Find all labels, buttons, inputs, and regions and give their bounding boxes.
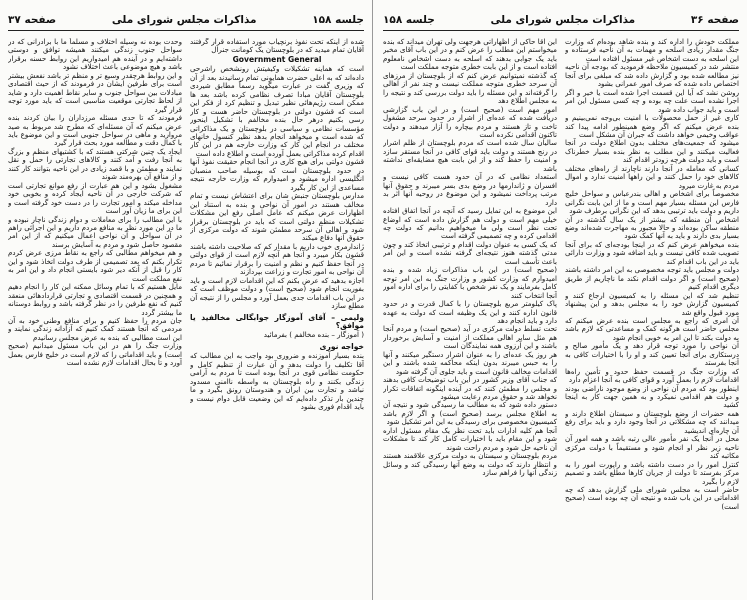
left-page-column-left	[8, 38, 182, 594]
session-number: جلسه ۱۵۸	[383, 14, 435, 26]
paragraph: شده از اینکه تحت نفوذ برنچیاب مورد استفاده قرار گرفتند آقایان تمام میدید که در بلوچستان یک کومانت جنرال	[190, 38, 364, 55]
paragraph: وحدت بوده نه وسیله اختلاف و مسلماً ما با برادرانی که در سواحل جنوب زندگی میکنند همیشه توافق و دوستی داشته‌ایم و در آینده هم امیدواریم این روابط حسنه برقرار باشد و هیچ موضوعی باعث اختلاف نشود	[8, 38, 182, 72]
paragraph: ژاندارمری خوب داریم با مقدار کم که صلاحیت داشته باشند قشون بکار میبرد و آنجا هم آنچه لازم است از قوای دولتی در آنجا حفظ کنیم و نظم و امنیت را برقرار نمائیم تا مردم آن نواحی به امور تجارت و زراعت بپردازند	[190, 241, 364, 277]
journal-title: مذاکرات مجلس شورای ملی	[490, 14, 636, 26]
paragraph: اینطور بود که مردم آن نواحی از وضع موجود ناراضی بودند و دولت هم اقدامی نمیکرد و به همین جهت کار به اینجا کشید	[565, 383, 739, 410]
paragraph: مردم بلوچستان و سیستان به دولت مرکزی علاقمند هستند و انتظار دارند که دولت به وضع آنها رسیدگی کند و وسائل زندگی آنها را فراهم سازد	[383, 451, 557, 478]
paragraph: کسانی که معامله در آنجا دارند ناچارند از راه‌های مختلف کالاهای خود را حمل کنند و این راهها امنیت ندارد و اموال مردم به غارت میرود	[565, 163, 739, 190]
left-page-column-right	[190, 38, 364, 594]
paragraph: آن امری که راجع به مجلس است بنده عرض میکنم که مجلس حاضر است هرگونه کمک و مساعدتی که لازم باشد به دولت بکند تا این امر به خوبی انجام شود	[565, 315, 739, 342]
session-number: جلسه ۱۵۸	[312, 14, 364, 26]
paragraph: منتشر شد در کمیسیون ملاحظه فرمودید که بودجه آن ناحیه نیز مطالعه شده بود و گزارش داده شد که مبلغی برای آنجا اختصاص داده شده که صرف امور عمرانی بشود	[565, 62, 739, 89]
paragraph: محل در آنجا یک نفر مأمور عالی رتبه باشد و همه امور آن ناحیه زیر نظر او انجام شود و مستقیماً با دولت مرکزی مکاتبه کند	[565, 434, 739, 461]
paragraph: تنظیم شد که این مسئله را به کمیسیون ارجاع کنند و کمیسیون گزارش خود را به مجلس بدهد و این پیشنهاد مورد قبول واقع شد	[565, 290, 739, 317]
right-page-column-right	[565, 38, 739, 594]
paragraph: تحت تسلط دولت مرکزی در آید (صحیح است) و مردم آنجا هم مثل سایر اهالی مملکت از امنیت و آسایش برخوردار باشند و این آرزوی همه نمایندگان است	[383, 324, 557, 351]
paragraph: میشود که جمعیت‌های مختلف بدون اطلاع دولت در آنجا فعالیت میکنند و این مطلب به نظر بنده بسیار خطرناک است و باید دولت هرچه زودتر اقدام کند	[565, 138, 739, 165]
paragraph: و هم میخواهم مطالبی که راجع به نقاط مرزی عرض کردم تکرار بکنم که بعد تصمیمی از طرف دولت اتخاذ شود و این کار را قبل از آنکه دیر شود بایستی انجام داد و این امر به نفع مملکت است	[8, 248, 182, 283]
paragraph: آنجا هم کلیه ادارات باید تحت نظر یک مقام مسئول اداره شود و این مقام باید با اختیارات کامل کار کند تا مشکلات آن ناحیه حل شود و مردم راحت شوند	[383, 425, 557, 452]
paragraph: فرمودند که تا حدی مسئله مرزداران را بیان کردند بنده عرض میکنم که آن مسئله‌ای که مطرح شد مربوط به صید مروارید و ماهی در سواحل جنوبی است و این موضوع باید با کمال دقت و مطالعه مورد بحث قرار گیرد	[8, 113, 182, 148]
section-heading: ولیمی – آقای آموزگار جوابگالی مخالفید یا موافق؟	[190, 312, 364, 330]
paragraph: مشغول بشود و این هم عبارت از رفع موانع تجارتی است که شرکت خارجی در آن ناحیه ایجاد کرده و بخوبی خود مداخله میکند و امور تجارت را در دست خود گرفته است و این برای ما زیان آور است	[8, 180, 182, 216]
paragraph: سالیان سال شده است که مردم بلوچستان از ظلم اشرار در رنج هستند و دولت باید قوای کافی در آنجا مستقر سازد و امنیت را حفظ کند و از این بابت هیچ مضایقه‌ای نداشته باشد	[383, 138, 557, 173]
paragraph: اجازه بدهید که عرض بکنم که این اقدامات لازم است و باید بفوریت انجام شود (صحیح است) و دولت موظف است که در این باب اقدامات جدی بعمل آورد و مجلس را از نتیجه آن مطلع سازد	[190, 275, 364, 311]
paragraph: وزارت جنگ را هم در این باب مسئول میدانیم (صحیح است) و باید اقداماتی را که لازم است در خلیج فارس بعمل آورد و تا بحال اقدامات لازم نشده است	[8, 341, 182, 368]
left-page-header	[8, 10, 364, 31]
government-label: Government General	[232, 54, 322, 64]
left-page-columns	[8, 38, 364, 594]
paragraph: هر روز یک عده‌ای را به عنوان اشرار دستگیر میکنند و آنها را به حبس میبرند بدون اینکه محاکمه شده باشند و این اقدامات مخالف قانون است و باید جلوی آن گرفته شود	[383, 349, 557, 376]
paragraph: قشون دولتی برای هیچ کاری در آنجا انجام حقیقت نفوذ آنها در حدود بلوچستان است که بوسیله صاحب منصبان انگلیسی اداره میشود و امیدوارم که وزارت خارجه نتیجه مساعدی از این کار بگیرد	[190, 157, 364, 192]
paragraph: که جناب آقای وزیر کشور در این باب توضیحات کافی بدهند و مجلس را مطمئن کنند که در آینده اینگونه اتفاقات تکرار نخواهد شد و حقوق مردم رعایت میشود	[383, 375, 557, 402]
right-page-column-left	[383, 38, 557, 594]
paragraph: مخصوصاً برای اشخاص و اهالی بندرعباس و سواحل خلیج فارس این مسئله بسیار مهم است و ما از این بابت نگرانی داریم و دولت باید ترتیبی بدهد که این نگرانی برطرف شود	[565, 189, 739, 216]
section-heading: خواجه نوری	[319, 341, 364, 351]
paragraph: مملکت خودش را اداره کند و بنده شاهد بوده‌ام که وزارت جنگ مقدار زیادی اسلحه و مهمات به آن ناحیه فرستاده و این اسلحه به دست اشخاص غیر مسئول افتاده است	[565, 38, 739, 63]
paragraph: جان مردم را حفظ کنیم و برای منافع وطنی خود به آن مردمی که آنجا هستند کمک کنیم که آزادانه زندگی نمایند و این است مطالبی که بنده به عرض مجلس رسانیدم	[8, 315, 182, 342]
paragraph: پاک کیلومتر مربع بلوچستان را با کمال قدرت و در حدود قانون اداره کنند و این یک وظیفه است که دولت به عهده دارد و باید انجام دهد	[383, 299, 557, 325]
page-number: صفحه ۳۷	[8, 14, 57, 26]
paragraph: بنده بسیار آموزنده و ضروری بود واجب به این مطالب که آقا تکلیف را دولت بدهد و آن عبارت از تنظیم کامل و حکومت نظامی قوی در آنجا بوده است تا مردم به آرامی زندگی بکنند و راه بلوچستان به واسطه ناامنی مسدود نباشد و تجارت بین ایران و هندوستان رونق بگیرد و ما چندین بار تذکر داده‌ایم که این وضعیت قابل دوام نیست و باید اقدام فوری بشود	[190, 351, 364, 412]
paragraph: روشن نشد که آیا این قسمت اجرا شده است یا خیر و اگر اجرا نشده است علت چه بوده و چه کسی مسئول این امر است و باید جواب داده شود	[565, 87, 739, 114]
paragraph: مایل هستیم که با تمام وسائل ممکنه این کار را انجام دهیم و همچنین در قسمت اقتصادی و تجارتی قراردادهائی منعقد کنیم که نفع طرفین را در نظر گرفته باشد و روابط دوستانه ما بیشتر گردد	[8, 282, 182, 317]
paragraph: دولت و مجلس باید توجه مخصوصی به این امر داشته باشند (صحیح است) و اگر دولت اقدام نکند ما ناچاریم از طریق دیگری اقدام کنیم	[565, 265, 739, 292]
right-page-header	[383, 10, 739, 31]
paragraph: این موضوع به این تمایل رسید که آنچه در آنجا اتفاق افتاده خیلی مهم است و دولت هم گزارش داده است که اوضاع تحت نظر است ولی ما میخواهیم بدانیم که دولت چه اقدامی کرده و چه تصمیمی گرفته است	[383, 206, 557, 241]
paragraph: ایجاد یک چنین شرکتی هستند که با کشتیهای منظم و بزرگ به آنجا رفت و آمد کنند و کالاهای تجارتی را حمل و نقل نمایند و مطمئن و با قصد زیادی در این ناحیه بتوانند کار کنند و از منافع آن بهره‌مند شوند	[8, 146, 182, 182]
paragraph: (صحیح است) در این باب مذاکرات زیاد شده و بنده امیدوارم که وزارت کشور و وزارت جنگ به این امر توجه کامل بفرمایند و یک نفر شخص با کفایتی را برای اداره امور آنجا انتخاب کنند	[383, 265, 557, 300]
paragraph: اشخاص آن منطقه که بیشتر از یک سال گذشته در آن منطقه ساکن بوده‌اند و حالا مجبور به مهاجرت شده‌اند وضع بسیار بدی دارند و باید به آنها کمک شود	[565, 214, 739, 241]
journal-title: مذاکرات مجلس شورای ملی	[111, 14, 257, 26]
paragraph: کاری غیر از حمل محصولات با امنیت بی‌وجه نمی‌بینیم و بنده عرض میکنم که اگر وضع همینطور ادامه پیدا کند عواقب وخیمی خواهد داشت که جبران آن مشکل است	[565, 113, 739, 139]
paragraph: که وزارت جنگ در قسمت حفظ حدود و تأمین راه‌ها اقدامات لازم را بعمل آورد و قوای کافی به آنجا اعزام دارد	[565, 366, 739, 385]
paragraph: همه حضرات از وضع بلوچستان و سیستان اطلاع دارند و میدانند که چه مشکلاتی در آنجا وجود دارد و باید برای رفع آن چاره‌ای اندیشید	[565, 408, 739, 435]
paragraph: که گذشته نمیتوانیم عرض کنم که از بلوچستان از مرزهای آن سرحد خطری متوجه مملکت نیست و چند نفر از اهالی را گرفته‌اند و این مسئله را باید دولت بررسی کند و نتیجه را به مجلس اطلاع دهد	[383, 70, 557, 106]
paragraph: مدارس بلوچستان جنبش شان برای اعتشاش نیست و تمام مخالف هستند در امور آن نواحی و بنده به استناد این اظهارات عرض میکنم که عامل اصلی رفع این مشکلات تشکیلات منظم دولتی است که باید در بلوچستان برقرار شود و اهالی آن سرحد مطمئن شوند که دولت مرکزی از حقوق آنها دفاع میکند	[190, 191, 364, 243]
paragraph: کنترل امور را در دست داشته باشد و راپورت امور را به مرکز بفرستد تا دولت از جریان کارها مطلع باشد و تصمیم لازم را بگیرد	[565, 459, 739, 486]
right-page	[375, 0, 747, 600]
left-page	[0, 0, 373, 600]
paragraph: دستور داده شود که به مطالب ما رسیدگی شود و نتیجه آن به اطلاع مجلس برسد (صحیح است) و اگر لازم باشد کمیسیون مخصوصی برای رسیدگی به این امر تشکیل شود	[383, 400, 557, 427]
paragraph: با این مطالب را برای معاملات و دوام زندگی ناچار نبوده و ما در این مورد نظر به منافع مردم داریم و این اجرائی راهم در آن سواحل و آن نواحی اعمال میکنیم که از این امر مقصود حاصل شود و مردم به آسایش برسند	[8, 214, 182, 249]
paragraph: و این روابط هرچقدر وسیع تر و منظم تر باشد نفعش بیشتر است برای طرفین ایشان در فرمودند که از حیث اقتصادی مبادلات بین سواحل جنوب و سایر نقاط اهمیت دارد و شاید از لحاظ تجارتی موقعیت مناسبی است که باید مورد توجه قرار گیرد	[8, 70, 182, 114]
paragraph: که یک کسی به عنوان دولت اقدام و ترتیبی اتخاذ کند و چون مدتی گذشته هنوز نتیجه‌ای گرفته نشده است و این امر باعث تأسف است	[383, 239, 557, 266]
right-page-columns	[383, 38, 739, 594]
paragraph: آن نواحی را مورد توجه قرار دهد و یک مأمور صالح و درستکاری برای آنجا تعیین کند و او را با اختیارات کافی به آنجا بفرستد	[565, 341, 739, 368]
paragraph: بنده میخواهم عرض کنم که در اینجا بودجه‌ای که برای آنجا تصویب شده کافی نیست و باید اضافه شود و وزارت دارائی باید در این باب اقدام کند	[565, 239, 739, 266]
paragraph: ( آموزگار – بنده مخالفم ) بفرمائید	[263, 330, 364, 340]
paragraph: استعداد نظامی که در آن حدود هست کافی نیست و افسران و ژاندارمها در وضع بدی بسر میبرند و حقوق آنها مرتب پرداخت نمیشود و این موضوع در روحیه آنها اثر بد دارد	[383, 172, 557, 207]
paragraph: است که هماینه تشکیلات وکیفیتش رونشخص راشرحی داده‌اند که به اعلی حضرت همایونی تمام رسانیدند بعد از آن که وزیری گفت در عبارت میگوید رسماً مطابق شیردی بلوچستان آقایان مبادا تصرف نظامی کرده باشد بعد ها ممکن است رژیم‌هائی نظیر تبدیل و تنظیم کرد از فکر این است که قشون دولتی در بلوچستان حاضر هست و کار رسی بکنیم درهر حال بنده مخالفم با تشکیل اینحور مؤسسات نظامی و سیاسی در بلوچستان و یک مذاکراتی که شده است و میخواهد انجام بدهد نظیر کنسول خانهای مختلف در انجام این کار که وزارت خارجه هم در این کار اقدام کرده مذاکراتی بعمل آورده است و اطلاع داده است	[190, 64, 364, 158]
paragraph: امور مهم است (صحیح است) و در این باب گزارشی دریافت شده که عده‌ای از اشرار در حدود سرحد مشغول تاخت و تاز هستند و مردم بیچاره را آزار میدهند و دولت تاکنون اقدامی نکرده است	[383, 104, 557, 139]
page-number: صفحه ۳۶	[690, 14, 739, 26]
paragraph: حاضر است به مجلس شورای ملی گزارش بدهد که چه اقداماتی در این باب شده و نتیجه آن چه بوده است (صحیح است)	[565, 485, 739, 511]
paragraph: این آقا حاکی از اظهاراتی هرجهت ولی تهران میداند که بنده میخواستم این مطلب را عرض کنم و در این باب آقای مخبر باید یک جوابی بدهند که اسلحه به دست اشخاص نامعلوم افتاده است و از این بابت خطری متوجه مملکت است	[383, 38, 557, 72]
